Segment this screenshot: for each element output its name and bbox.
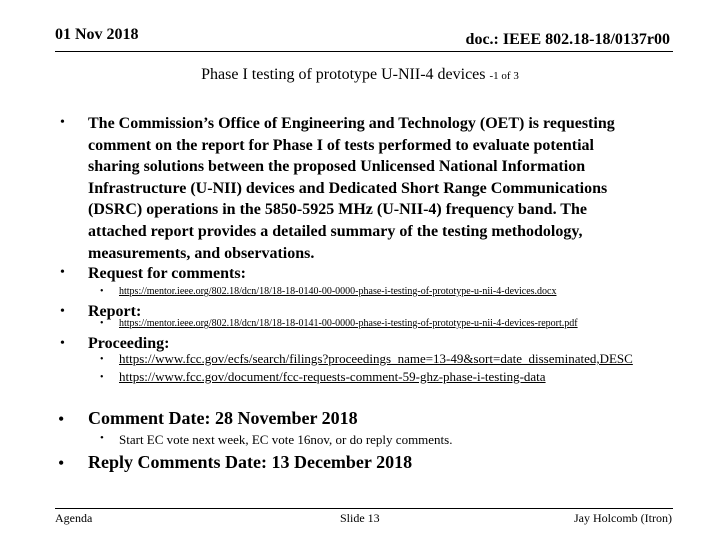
slide-number: Slide 13 — [340, 511, 380, 525]
proceeding-label: Proceeding: — [88, 335, 170, 352]
request-label: Request for comments: — [88, 265, 246, 282]
main-paragraph — [88, 113, 615, 264]
paragraph-line: attached report provides a detailed summary of the testing methodology, — [88, 222, 583, 240]
bullet-dot: • — [60, 304, 65, 319]
comment-date: Comment Date: 28 November 2018 — [88, 408, 358, 428]
footer-author: Jay Holcomb (Itron) — [574, 511, 672, 525]
header-rule — [55, 51, 673, 52]
comment-note: Start EC vote next week, EC vote 16nov, or do reply comments. — [119, 432, 453, 447]
header-date: 01 Nov 2018 — [55, 26, 139, 43]
bullet-dot: • — [60, 336, 65, 351]
report-label: Report: — [88, 303, 142, 320]
header-doc-id: doc.: IEEE 802.18-18/0137r00 — [465, 31, 670, 48]
sub-bullet-dot: • — [100, 354, 104, 365]
paragraph-line: (DSRC) operations in the 5850-5925 MHz (U-NII-4) frequency band. The — [88, 201, 587, 219]
report-link[interactable]: https://mentor.ieee.org/802.18/dcn/18/18-18-0141-00-0000-phase-i-testing-of-prototype-u-nii-4-devices-report.pdf — [119, 318, 578, 329]
sub-bullet-dot: • — [100, 432, 104, 444]
paragraph-line: The Commission’s Office of Engineering and Technology (OET) is requesting — [88, 115, 615, 132]
bullet-dot: • — [58, 453, 65, 473]
bullet-dot: • — [60, 265, 65, 280]
request-link[interactable]: https://mentor.ieee.org/802.18/dcn/18/18-18-0140-00-0000-phase-i-testing-of-prototype-u-nii-4-devices.docx — [119, 286, 557, 297]
paragraph-line: sharing solutions between the proposed Unlicensed National Information — [88, 158, 586, 176]
slide-title-part: -1 of 3 — [489, 70, 519, 82]
paragraph-line: measurements, and observations. — [88, 244, 315, 262]
proceeding-link-document[interactable]: https://www.fcc.gov/document/fcc-requests-comment-59-ghz-phase-i-testing-data — [119, 369, 546, 384]
paragraph-line: Infrastructure (U-NII) devices and Dedicated Short Range Communications — [88, 179, 608, 197]
footer-rule — [55, 508, 673, 509]
sub-bullet-dot: • — [100, 286, 104, 297]
proceeding-link-ecfs[interactable]: https://www.fcc.gov/ecfs/search/filings?proceedings_name=13-49&sort=date_disseminated,DESC — [119, 351, 633, 366]
slide-title-main: Phase I testing of prototype U-NII-4 devices — [201, 66, 486, 83]
footer-agenda: Agenda — [55, 511, 93, 525]
paragraph-line: comment on the report for Phase I of tests performed to evaluate potential — [88, 136, 594, 154]
bullet-dot: • — [60, 115, 65, 130]
reply-date: Reply Comments Date: 13 December 2018 — [88, 452, 413, 472]
bullet-dot: • — [58, 409, 65, 429]
slide-title — [0, 66, 720, 84]
sub-bullet-dot: • — [100, 372, 104, 383]
sub-bullet-dot: • — [100, 318, 104, 329]
